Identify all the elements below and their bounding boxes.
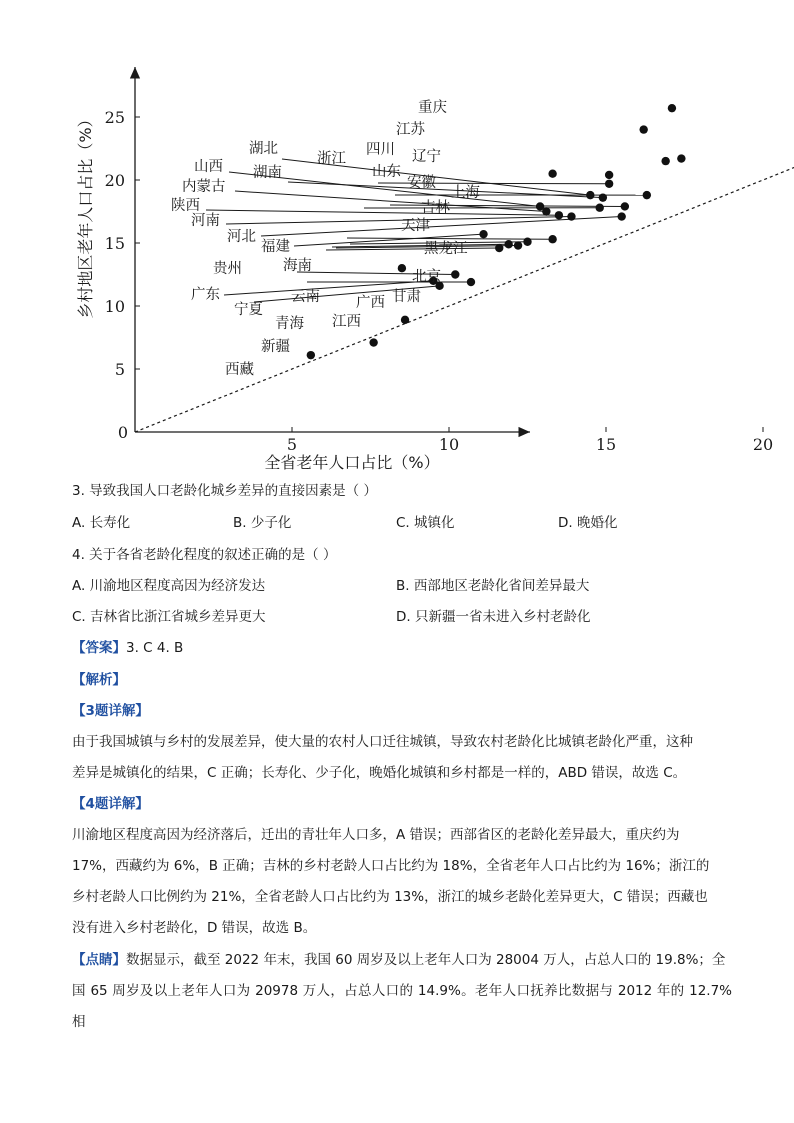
data-point bbox=[495, 244, 503, 252]
data-point bbox=[605, 171, 613, 179]
point-label: 山东 bbox=[372, 164, 401, 180]
point-label: 云南 bbox=[291, 289, 320, 305]
detail-4-line-2: 17%，西藏约为 6%，B 正确；吉林的乡村老龄人口占比约为 18%，全省老年人口占比约为 16%；浙江的 bbox=[72, 858, 710, 874]
point-label: 贵州 bbox=[213, 261, 242, 277]
question-3-stem: 3. 导致我国人口老龄化城乡差异的直接因素是（ ） bbox=[72, 483, 377, 499]
q3-option-c: C. 城镇化 bbox=[396, 515, 455, 531]
y-tick-label: 10 bbox=[104, 297, 125, 316]
x-tick-label: 20 bbox=[752, 435, 774, 454]
x-axis-title: 全省老年人口占比（%） bbox=[264, 453, 440, 472]
point-label: 广西 bbox=[356, 295, 385, 311]
point-label: 内蒙古 bbox=[182, 179, 226, 195]
answer-text: 3. C 4. B bbox=[126, 640, 184, 656]
data-point bbox=[401, 316, 409, 324]
analysis-tag-text: 【解析】 bbox=[72, 672, 126, 688]
data-point bbox=[467, 278, 475, 286]
point-label: 青海 bbox=[275, 316, 304, 332]
q4-option-b: B. 西部地区老龄化省间差异最大 bbox=[396, 578, 590, 594]
x-tick-label: 15 bbox=[595, 435, 617, 454]
scatter-chart bbox=[60, 55, 774, 475]
tip-line-1: 数据显示，截至 2022 年末，我国 60 周岁及以上老年人口为 28004 万人，占总人口的 19.8%；全 bbox=[126, 952, 726, 968]
x-tick-label: 5 bbox=[286, 435, 298, 454]
leader-line bbox=[226, 217, 571, 224]
data-point bbox=[555, 211, 563, 219]
detail-4 bbox=[72, 789, 732, 944]
point-label: 陕西 bbox=[171, 198, 200, 214]
leader-line bbox=[326, 248, 499, 250]
data-point bbox=[668, 104, 676, 112]
point-label: 安徽 bbox=[407, 175, 436, 191]
q3-option-a: A. 长寿化 bbox=[72, 515, 131, 531]
q4-option-c: C. 吉林省比浙江省城乡差异更大 bbox=[72, 609, 266, 625]
q3-option-d: D. 晚婚化 bbox=[558, 515, 618, 531]
data-point bbox=[369, 338, 377, 346]
tip-tag: 【点睛】 bbox=[72, 952, 126, 968]
point-label: 黑龙江 bbox=[424, 241, 468, 257]
point-label: 河南 bbox=[191, 213, 220, 229]
point-label: 上海 bbox=[451, 185, 480, 201]
data-point bbox=[596, 204, 604, 212]
leader-line bbox=[206, 210, 559, 215]
data-point bbox=[548, 235, 556, 243]
data-point bbox=[621, 202, 629, 210]
point-label: 浙江 bbox=[317, 151, 346, 167]
data-point bbox=[479, 230, 487, 238]
data-point bbox=[643, 191, 651, 199]
data-point bbox=[398, 264, 406, 272]
data-points bbox=[307, 104, 686, 359]
point-label: 天津 bbox=[401, 218, 430, 234]
detail-3-tag: 【3题详解】 bbox=[72, 703, 149, 719]
data-point bbox=[504, 240, 512, 248]
answer-line bbox=[72, 638, 183, 658]
data-point bbox=[639, 125, 647, 133]
point-label: 西藏 bbox=[225, 362, 254, 378]
data-point bbox=[599, 193, 607, 201]
tick-origin: 0 bbox=[117, 423, 129, 442]
data-point bbox=[605, 180, 613, 188]
data-point bbox=[514, 241, 522, 249]
data-point bbox=[586, 191, 594, 199]
y-axis-title: 乡村地区老年人口占比（%） bbox=[76, 111, 95, 319]
point-label: 新疆 bbox=[261, 339, 290, 355]
data-point bbox=[618, 212, 626, 220]
q4-option-d: D. 只新疆一省未进入乡村老龄化 bbox=[396, 609, 591, 625]
answer-tag: 【答案】 bbox=[72, 640, 126, 656]
data-point bbox=[661, 157, 669, 165]
point-label: 山西 bbox=[194, 159, 223, 175]
point-label: 辽宁 bbox=[412, 149, 441, 165]
point-label: 河北 bbox=[227, 229, 256, 245]
y-tick-label: 5 bbox=[114, 360, 125, 379]
point-label: 吉林 bbox=[421, 200, 450, 216]
point-label: 江西 bbox=[332, 314, 361, 330]
data-point bbox=[548, 170, 556, 178]
point-label: 重庆 bbox=[418, 100, 447, 116]
detail-4-line-1: 川渝地区程度高因为经济落后，迁出的青壮年人口多，A 错误；西部省区的老龄化差异最大，重庆约为 bbox=[72, 827, 680, 843]
detail-4-line-3: 乡村老龄人口比例约为 21%，全省老龄人口占比约为 13%，浙江的城乡老龄化差异更大，C 错误；西藏也 bbox=[72, 889, 708, 905]
point-label: 海南 bbox=[283, 258, 312, 274]
x-tick-label: 10 bbox=[438, 435, 460, 454]
data-point bbox=[677, 154, 685, 162]
data-point bbox=[451, 270, 459, 278]
data-point bbox=[567, 212, 575, 220]
question-4-stem: 4. 关于各省老龄化程度的叙述正确的是（ ） bbox=[72, 547, 337, 563]
q4-option-a: A. 川渝地区程度高因为经济发达 bbox=[72, 578, 266, 594]
point-label: 广东 bbox=[191, 287, 220, 303]
tip-block bbox=[72, 945, 732, 1038]
point-label: 北京 bbox=[412, 269, 441, 285]
analysis-tag bbox=[72, 670, 126, 690]
point-label: 湖北 bbox=[249, 141, 278, 157]
point-label: 甘肃 bbox=[392, 289, 421, 305]
point-label: 宁夏 bbox=[234, 302, 263, 318]
point-label: 四川 bbox=[366, 142, 395, 158]
q3-option-b: B. 少子化 bbox=[233, 515, 292, 531]
detail-3-line-1: 由于我国城镇与乡村的发展差异，使大量的农村人口迁往城镇，导致农村老龄化比城镇老龄化严重，这种 bbox=[72, 734, 693, 750]
detail-3 bbox=[72, 696, 732, 789]
point-label: 福建 bbox=[261, 239, 290, 255]
y-tick-label: 25 bbox=[104, 108, 125, 127]
point-label: 湖南 bbox=[253, 165, 282, 181]
tip-line-2: 国 65 周岁及以上老年人口为 20978 万人，占总人口的 14.9%。老年人口抚养比数据与 2012 年的 12.7%相 bbox=[72, 983, 732, 1030]
data-point bbox=[523, 238, 531, 246]
y-tick-label: 20 bbox=[104, 171, 125, 190]
data-point bbox=[542, 207, 550, 215]
point-label: 江苏 bbox=[396, 122, 425, 138]
detail-4-tag: 【4题详解】 bbox=[72, 796, 149, 812]
detail-4-line-4: 没有进入乡村老龄化，D 错误，故选 B。 bbox=[72, 920, 317, 936]
detail-3-line-2: 差异是城镇化的结果，C 正确；长寿化、少子化，晚婚化城镇和乡村都是一样的，ABD 错误，故选 C。 bbox=[72, 765, 687, 781]
y-tick-label: 15 bbox=[104, 234, 125, 253]
data-point bbox=[307, 351, 315, 359]
leader-line bbox=[347, 238, 553, 239]
